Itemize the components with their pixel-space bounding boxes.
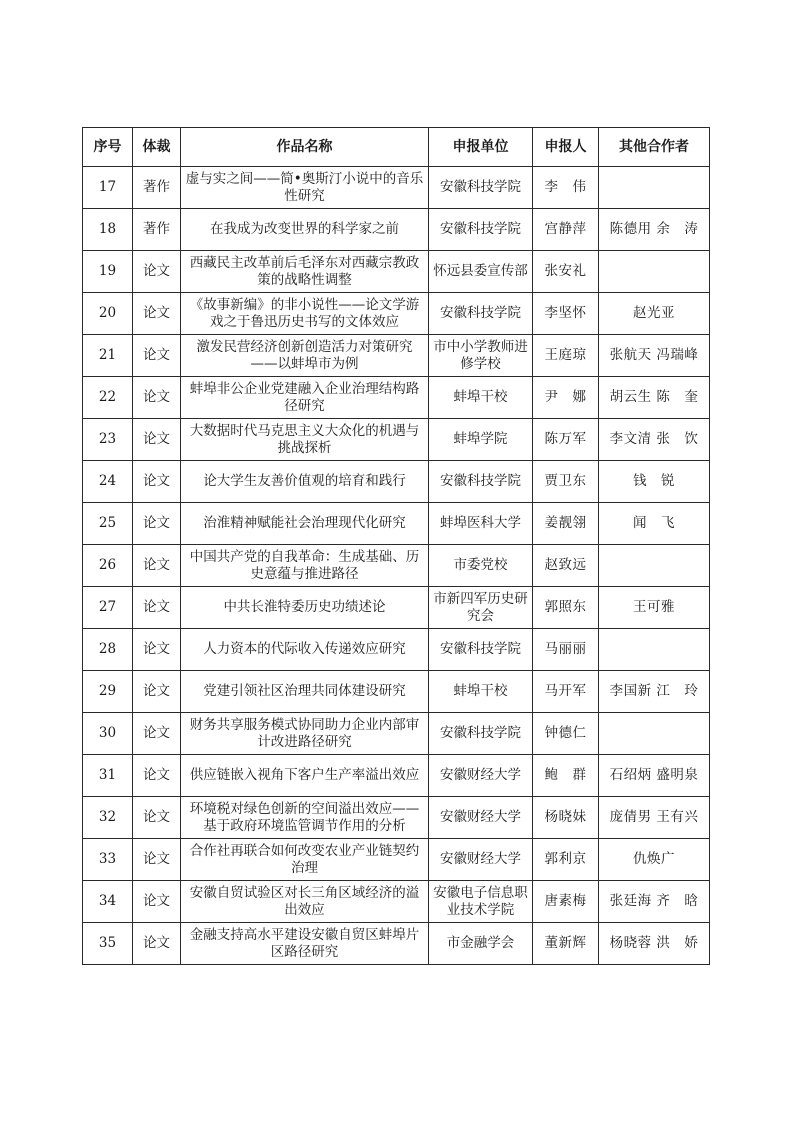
table-row [83, 923, 710, 965]
cell-unit: 安徽科技学院 [429, 629, 533, 671]
cell-title: 金融支持高水平建设安徽自贸区蚌埠片区路径研究 [181, 923, 429, 965]
cell-genre: 论文 [133, 923, 181, 965]
header-unit: 申报单位 [429, 128, 533, 167]
cell-coauthors [599, 545, 710, 587]
cell-coauthors [599, 713, 710, 755]
cell-unit: 市金融学会 [429, 923, 533, 965]
cell-genre: 论文 [133, 671, 181, 713]
cell-coauthors: 王可雅 [599, 587, 710, 629]
table-row [83, 545, 710, 587]
header-no: 序号 [83, 128, 133, 167]
cell-coauthors: 张航天 冯瑞峰 [599, 335, 710, 377]
header-row [83, 128, 710, 167]
cell-no: 22 [83, 377, 133, 419]
cell-no: 35 [83, 923, 133, 965]
cell-no: 17 [83, 167, 133, 209]
cell-coauthors: 石绍炳 盛明泉 [599, 755, 710, 797]
table-row [83, 671, 710, 713]
cell-coauthors: 杨晓蓉 洪 娇 [599, 923, 710, 965]
cell-author: 马开军 [533, 671, 599, 713]
cell-title: 中国共产党的自我革命：生成基础、历史意蕴与推进路径 [181, 545, 429, 587]
cell-unit: 安徽科技学院 [429, 209, 533, 251]
cell-title: 治淮精神赋能社会治理现代化研究 [181, 503, 429, 545]
cell-genre: 论文 [133, 503, 181, 545]
table-row [83, 209, 710, 251]
table-row [83, 797, 710, 839]
table-row [83, 755, 710, 797]
cell-genre: 论文 [133, 629, 181, 671]
cell-genre: 论文 [133, 251, 181, 293]
cell-title: 安徽自贸试验区对长三角区域经济的溢出效应 [181, 881, 429, 923]
cell-title: 合作社再联合如何改变农业产业链契约治理 [181, 839, 429, 881]
table-row [83, 713, 710, 755]
cell-title: 在我成为改变世界的科学家之前 [181, 209, 429, 251]
cell-title: 激发民营经济创新创造活力对策研究——以蚌埠市为例 [181, 335, 429, 377]
cell-author: 李坚怀 [533, 293, 599, 335]
cell-genre: 论文 [133, 461, 181, 503]
cell-coauthors: 李国新 江 玲 [599, 671, 710, 713]
cell-unit: 安徽科技学院 [429, 461, 533, 503]
cell-no: 25 [83, 503, 133, 545]
table-row [83, 629, 710, 671]
table-row [83, 503, 710, 545]
cell-author: 鲍 群 [533, 755, 599, 797]
cell-unit: 安徽科技学院 [429, 293, 533, 335]
cell-coauthors: 闻 飞 [599, 503, 710, 545]
cell-author: 赵致远 [533, 545, 599, 587]
cell-no: 23 [83, 419, 133, 461]
cell-title: 西藏民主改革前后毛泽东对西藏宗教政策的战略性调整 [181, 251, 429, 293]
cell-author: 宫静萍 [533, 209, 599, 251]
cell-author: 马丽丽 [533, 629, 599, 671]
cell-unit: 蚌埠医科大学 [429, 503, 533, 545]
cell-coauthors: 李文清 张 饮 [599, 419, 710, 461]
cell-genre: 论文 [133, 839, 181, 881]
cell-title: 人力资本的代际收入传递效应研究 [181, 629, 429, 671]
cell-no: 19 [83, 251, 133, 293]
cell-unit: 蚌埠干校 [429, 671, 533, 713]
cell-coauthors: 钱 锐 [599, 461, 710, 503]
cell-coauthors: 赵光亚 [599, 293, 710, 335]
cell-coauthors [599, 629, 710, 671]
cell-unit: 市新四军历史研究会 [429, 587, 533, 629]
cell-title: 环境税对绿色创新的空间溢出效应——基于政府环境监管调节作用的分析 [181, 797, 429, 839]
table-row [83, 293, 710, 335]
cell-genre: 论文 [133, 377, 181, 419]
cell-title: 财务共享服务模式协同助力企业内部审计改进路径研究 [181, 713, 429, 755]
table-row [83, 461, 710, 503]
cell-coauthors [599, 167, 710, 209]
cell-no: 33 [83, 839, 133, 881]
cell-author: 尹 娜 [533, 377, 599, 419]
table-row [83, 839, 710, 881]
cell-coauthors: 张廷海 齐 晗 [599, 881, 710, 923]
cell-title: 大数据时代马克思主义大众化的机遇与挑战探析 [181, 419, 429, 461]
cell-author: 郭照东 [533, 587, 599, 629]
cell-unit: 市委党校 [429, 545, 533, 587]
table-row [83, 377, 710, 419]
cell-genre: 论文 [133, 335, 181, 377]
cell-author: 董新辉 [533, 923, 599, 965]
cell-coauthors: 庞倩男 王有兴 [599, 797, 710, 839]
cell-author: 姜靓翎 [533, 503, 599, 545]
cell-unit: 安徽科技学院 [429, 167, 533, 209]
cell-title: 供应链嵌入视角下客户生产率溢出效应 [181, 755, 429, 797]
cell-no: 28 [83, 629, 133, 671]
table-row [83, 419, 710, 461]
cell-genre: 著作 [133, 209, 181, 251]
cell-genre: 著作 [133, 167, 181, 209]
table-row [83, 587, 710, 629]
cell-no: 30 [83, 713, 133, 755]
cell-author: 杨晓妹 [533, 797, 599, 839]
cell-no: 24 [83, 461, 133, 503]
cell-author: 贾卫东 [533, 461, 599, 503]
cell-coauthors: 胡云生 陈 奎 [599, 377, 710, 419]
cell-unit: 市中小学教师进修学校 [429, 335, 533, 377]
cell-no: 18 [83, 209, 133, 251]
cell-unit: 安徽电子信息职业技术学院 [429, 881, 533, 923]
cell-author: 王庭琼 [533, 335, 599, 377]
cell-no: 29 [83, 671, 133, 713]
header-author: 申报人 [533, 128, 599, 167]
cell-genre: 论文 [133, 545, 181, 587]
cell-no: 21 [83, 335, 133, 377]
cell-title: 党建引领社区治理共同体建设研究 [181, 671, 429, 713]
cell-genre: 论文 [133, 419, 181, 461]
cell-title: 虚与实之间——简•奥斯汀小说中的音乐性研究 [181, 167, 429, 209]
cell-title: 《故事新编》的非小说性——论文学游戏之于鲁迅历史书写的文体效应 [181, 293, 429, 335]
table-row [83, 335, 710, 377]
table-row [83, 251, 710, 293]
header-coauthors: 其他合作者 [599, 128, 710, 167]
cell-genre: 论文 [133, 293, 181, 335]
cell-author: 李 伟 [533, 167, 599, 209]
cell-unit: 蚌埠干校 [429, 377, 533, 419]
cell-no: 31 [83, 755, 133, 797]
cell-unit: 蚌埠学院 [429, 419, 533, 461]
cell-author: 张安礼 [533, 251, 599, 293]
table-row [83, 167, 710, 209]
cell-unit: 怀远县委宣传部 [429, 251, 533, 293]
cell-author: 唐素梅 [533, 881, 599, 923]
cell-unit: 安徽财经大学 [429, 755, 533, 797]
cell-genre: 论文 [133, 587, 181, 629]
cell-unit: 安徽财经大学 [429, 797, 533, 839]
cell-no: 20 [83, 293, 133, 335]
cell-author: 郭利京 [533, 839, 599, 881]
table-row [83, 881, 710, 923]
cell-unit: 安徽财经大学 [429, 839, 533, 881]
cell-genre: 论文 [133, 797, 181, 839]
cell-title: 中共长淮特委历史功绩述论 [181, 587, 429, 629]
cell-coauthors: 陈德用 余 涛 [599, 209, 710, 251]
cell-no: 34 [83, 881, 133, 923]
cell-no: 32 [83, 797, 133, 839]
cell-author: 陈万军 [533, 419, 599, 461]
cell-title: 蚌埠非公企业党建融入企业治理结构路径研究 [181, 377, 429, 419]
cell-coauthors [599, 251, 710, 293]
cell-coauthors: 仇焕广 [599, 839, 710, 881]
cell-unit: 安徽科技学院 [429, 713, 533, 755]
cell-no: 26 [83, 545, 133, 587]
cell-genre: 论文 [133, 755, 181, 797]
header-title: 作品名称 [181, 128, 429, 167]
cell-genre: 论文 [133, 881, 181, 923]
header-genre: 体裁 [133, 128, 181, 167]
cell-author: 钟德仁 [533, 713, 599, 755]
cell-title: 论大学生友善价值观的培育和践行 [181, 461, 429, 503]
awards-table [82, 127, 710, 965]
cell-no: 27 [83, 587, 133, 629]
cell-genre: 论文 [133, 713, 181, 755]
